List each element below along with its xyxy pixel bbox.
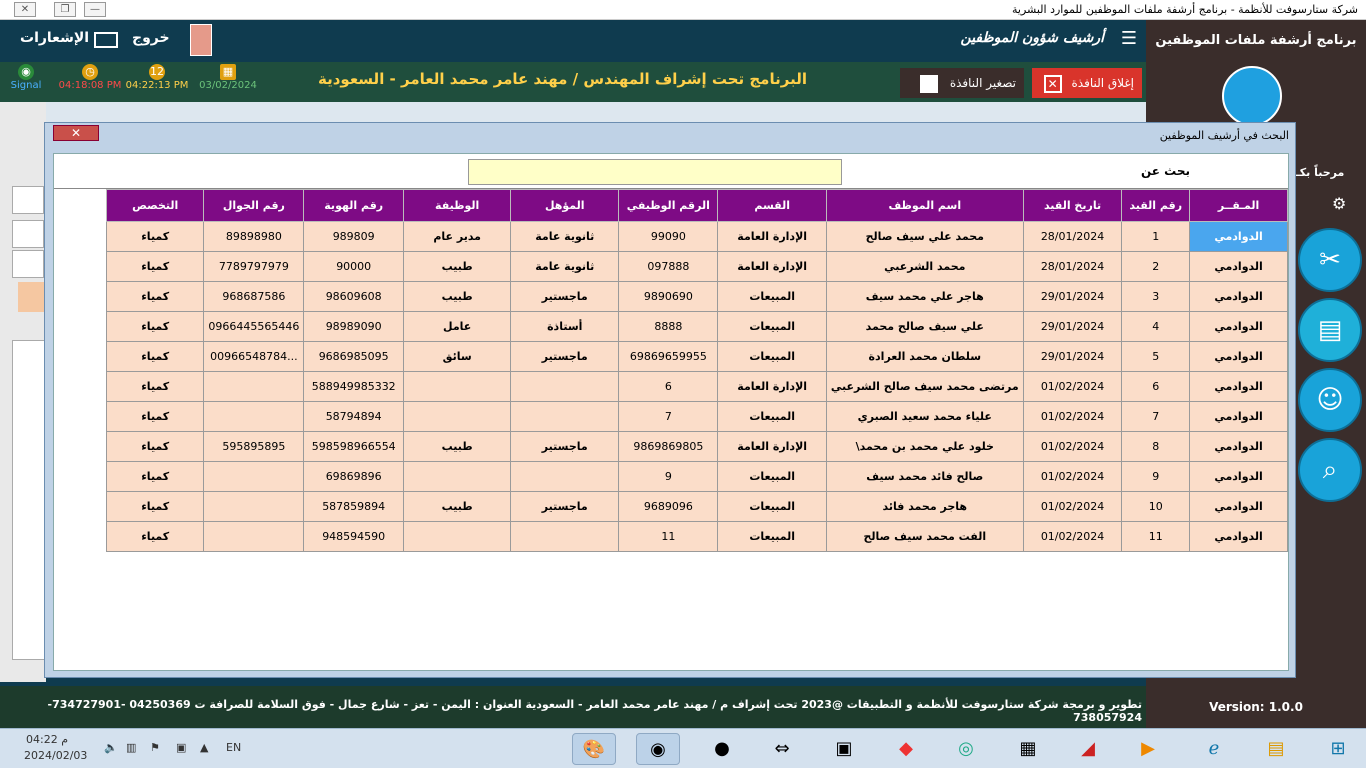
- table-cell[interactable]: 9869869805: [619, 432, 718, 462]
- door-exit-icon[interactable]: [190, 24, 212, 56]
- table-cell[interactable]: علياء محمد سعيد الصبري: [826, 402, 1023, 432]
- search-input[interactable]: [468, 159, 842, 185]
- palette-icon[interactable]: ▤: [1298, 298, 1362, 362]
- column-header[interactable]: رقم الهوية: [304, 190, 404, 222]
- table-cell[interactable]: ...00966548784: [204, 342, 304, 372]
- table-cell[interactable]: 097888: [619, 252, 718, 282]
- app-title: برنامج أرشفة ملفات الموظفين: [1146, 20, 1366, 62]
- table-cell[interactable]: 9890690: [619, 282, 718, 312]
- table-cell[interactable]: المبيعات: [718, 522, 826, 552]
- table-cell[interactable]: كمياء: [107, 342, 204, 372]
- table-row[interactable]: [107, 402, 1288, 432]
- table-cell[interactable]: 8888: [619, 312, 718, 342]
- column-header[interactable]: الوظيفة: [404, 190, 511, 222]
- table-cell[interactable]: ماجستير: [511, 342, 619, 372]
- presentation-icon[interactable]: ◢: [1081, 738, 1095, 759]
- app-header: [0, 20, 1366, 62]
- table-cell[interactable]: ماجستير: [511, 432, 619, 462]
- start-button-icon[interactable]: ⊞: [1330, 738, 1346, 759]
- table-cell[interactable]: 29/01/2024: [1023, 342, 1122, 372]
- table-cell[interactable]: 588949985332: [304, 372, 404, 402]
- table-cell[interactable]: هاجر محمد فائد: [826, 492, 1023, 522]
- calendar-icon: ▦: [220, 64, 236, 80]
- table-cell[interactable]: [204, 372, 304, 402]
- table-cell[interactable]: كمياء: [107, 372, 204, 402]
- table-cell[interactable]: 89898980: [204, 222, 304, 252]
- table-cell[interactable]: 29/01/2024: [1023, 312, 1122, 342]
- window-title-bar: [0, 0, 1366, 20]
- table-cell[interactable]: 6: [1122, 372, 1190, 402]
- table-cell[interactable]: هاجر علي محمد سيف: [826, 282, 1023, 312]
- table-cell[interactable]: كمياء: [107, 222, 204, 252]
- user-icon[interactable]: ☺: [1298, 368, 1362, 432]
- table-cell[interactable]: [511, 462, 619, 492]
- footer-text: تطوير و برمجة شركة ستارسوفت للأنظمة و التطبيقات @2023 تحت إشراف م / مهند عامر محمد العامر - السعودية العنوان : اليمن - تعز - شارع جمال - فوق السلامة للصرافة ت 04250369 -734727901- 738057924: [47, 698, 1142, 724]
- credit-text: البرنامج تحت إشراف المهندس / مهند عامر محمد العامر - السعودية: [318, 70, 807, 88]
- bg-dropdown: [12, 250, 44, 278]
- table-cell[interactable]: عامل: [404, 312, 511, 342]
- table-cell[interactable]: 7: [619, 402, 718, 432]
- table-cell[interactable]: [404, 402, 511, 432]
- column-header[interactable]: القسم: [718, 190, 826, 222]
- report-icon[interactable]: ⌕: [1298, 438, 1362, 502]
- table-row[interactable]: [107, 372, 1288, 402]
- table-cell[interactable]: [204, 462, 304, 492]
- minimize-label: تصغير النافذة: [949, 76, 1016, 90]
- table-cell[interactable]: أستاذة: [511, 312, 619, 342]
- table-cell[interactable]: ماجستير: [511, 282, 619, 312]
- table-cell[interactable]: الإدارة العامة: [718, 252, 826, 282]
- table-cell[interactable]: [404, 462, 511, 492]
- date-indicator: [196, 64, 260, 91]
- exit-link[interactable]: خروج: [132, 30, 170, 46]
- background-panel: [0, 102, 46, 682]
- table-cell[interactable]: محمد الشرعبي: [826, 252, 1023, 282]
- table-cell[interactable]: المبيعات: [718, 282, 826, 312]
- employees-table: [106, 189, 1288, 552]
- table-cell[interactable]: الدوادمي: [1190, 222, 1288, 252]
- results-grid: [54, 188, 1288, 668]
- table-cell[interactable]: كمياء: [107, 432, 204, 462]
- paint-app-icon[interactable]: 🎨: [572, 733, 616, 765]
- table-cell[interactable]: المبيعات: [718, 342, 826, 372]
- notifications-link[interactable]: الإشعارات: [20, 30, 90, 46]
- table-cell[interactable]: 01/02/2024: [1023, 372, 1122, 402]
- background-toolbar: [46, 102, 1146, 122]
- table-cell[interactable]: الدوادمي: [1190, 312, 1288, 342]
- table-row[interactable]: [107, 432, 1288, 462]
- table-cell[interactable]: صالح فائد محمد سيف: [826, 462, 1023, 492]
- table-cell[interactable]: كمياء: [107, 252, 204, 282]
- table-cell[interactable]: 10: [1122, 492, 1190, 522]
- table-cell[interactable]: محمد علي سيف صالح: [826, 222, 1023, 252]
- version-label: Version: 1.0.0: [1146, 686, 1366, 728]
- table-cell[interactable]: 968687586: [204, 282, 304, 312]
- explorer-icon[interactable]: ▤: [1267, 738, 1285, 759]
- column-header[interactable]: المـقــر: [1190, 190, 1288, 222]
- table-cell[interactable]: كمياء: [107, 522, 204, 552]
- table-cell[interactable]: سائق: [404, 342, 511, 372]
- taskbar: [0, 728, 1366, 768]
- search-dialog: [44, 122, 1296, 678]
- minimize-icon: [920, 75, 938, 93]
- table-cell[interactable]: 598598966554: [304, 432, 404, 462]
- table-cell[interactable]: الدوادمي: [1190, 342, 1288, 372]
- table-cell[interactable]: الدوادمي: [1190, 522, 1288, 552]
- table-cell[interactable]: 01/02/2024: [1023, 492, 1122, 522]
- table-cell[interactable]: المبيعات: [718, 492, 826, 522]
- table-row[interactable]: [107, 222, 1288, 252]
- close-window-label: إغلاق النافذة: [1071, 76, 1134, 90]
- table-cell[interactable]: طبيب: [404, 492, 511, 522]
- table-cell[interactable]: 90000: [304, 252, 404, 282]
- table-cell[interactable]: 11: [1122, 522, 1190, 552]
- time2-label: 04:22:13 PM: [125, 80, 189, 91]
- table-cell[interactable]: خلود علي محمد بن محمد\: [826, 432, 1023, 462]
- column-header[interactable]: تاريخ القيد: [1023, 190, 1122, 222]
- bg-field: [18, 282, 46, 312]
- table-cell[interactable]: 9689096: [619, 492, 718, 522]
- window-close-button[interactable]: ✕: [14, 2, 36, 17]
- table-cell[interactable]: 01/02/2024: [1023, 462, 1122, 492]
- archive-title: أرشيف شؤون الموظفين: [960, 30, 1104, 46]
- table-cell[interactable]: كمياء: [107, 492, 204, 522]
- time1-indicator: [50, 64, 130, 91]
- table-cell[interactable]: الدوادمي: [1190, 492, 1288, 522]
- taskbar-time: 04:22 م: [26, 733, 69, 746]
- table-cell[interactable]: 3: [1122, 282, 1190, 312]
- table-cell[interactable]: 29/01/2024: [1023, 282, 1122, 312]
- table-cell[interactable]: ثانوية عامة: [511, 252, 619, 282]
- close-icon: ✕: [1044, 75, 1062, 93]
- media-player-icon[interactable]: ▶: [1141, 738, 1155, 759]
- table-cell[interactable]: الدوادمي: [1190, 402, 1288, 432]
- table-cell[interactable]: سلطان محمد العرادة: [826, 342, 1023, 372]
- table-cell[interactable]: الإدارة العامة: [718, 222, 826, 252]
- table-cell[interactable]: 98989090: [304, 312, 404, 342]
- taskbar-date: 2024/02/03: [24, 749, 88, 762]
- table-cell[interactable]: المبيعات: [718, 312, 826, 342]
- table-cell[interactable]: طبيب: [404, 282, 511, 312]
- minimize-window-button[interactable]: [900, 68, 1024, 98]
- table-cell[interactable]: [511, 372, 619, 402]
- table-cell[interactable]: [404, 372, 511, 402]
- date-label: 03/02/2024: [199, 80, 257, 91]
- table-cell[interactable]: 595895895: [204, 432, 304, 462]
- table-body: [107, 222, 1288, 552]
- table-cell[interactable]: 11: [619, 522, 718, 552]
- table-cell[interactable]: 5: [1122, 342, 1190, 372]
- column-header[interactable]: التخصص: [107, 190, 204, 222]
- table-cell[interactable]: [204, 522, 304, 552]
- timer-icon: 12: [150, 65, 164, 78]
- time1-label: 04:18:08 PM: [58, 80, 122, 91]
- app-footer: [0, 686, 1366, 728]
- tray-expand-icon[interactable]: ▲: [200, 741, 209, 754]
- table-cell[interactable]: 8: [1122, 432, 1190, 462]
- column-header[interactable]: الرقم الوظيفي: [619, 190, 718, 222]
- table-cell[interactable]: كمياء: [107, 312, 204, 342]
- camera-app-icon[interactable]: ▣: [835, 738, 853, 759]
- table-cell[interactable]: الفت محمد سيف صالح: [826, 522, 1023, 552]
- table-cell[interactable]: 28/01/2024: [1023, 222, 1122, 252]
- settings-icon[interactable]: ⚙: [1332, 194, 1347, 213]
- avatar: [1222, 66, 1282, 126]
- bg-dropdown: [12, 220, 44, 248]
- column-header[interactable]: اسم الموظف: [826, 190, 1023, 222]
- power-icon[interactable]: ▣: [176, 741, 187, 754]
- window-restore-button[interactable]: ❐: [54, 2, 76, 17]
- tools-icon[interactable]: ✂: [1298, 228, 1362, 292]
- table-cell[interactable]: 0966445565446: [204, 312, 304, 342]
- table-cell[interactable]: الدوادمي: [1190, 252, 1288, 282]
- table-row[interactable]: [107, 522, 1288, 552]
- table-cell[interactable]: 01/02/2024: [1023, 402, 1122, 432]
- table-cell[interactable]: [204, 402, 304, 432]
- column-header[interactable]: رقم الجوال: [204, 190, 304, 222]
- flag-icon[interactable]: ⚑: [150, 741, 160, 754]
- table-cell[interactable]: الإدارة العامة: [718, 432, 826, 462]
- window-title: شركة ستارسوفت للأنظمة - برنامج أرشفة ملفات الموظفين للموارد البشرية: [1012, 3, 1358, 16]
- dialog-caption: البحث في أرشيف الموظفين: [1159, 129, 1289, 142]
- clock-icon: ◷: [82, 64, 98, 80]
- table-cell[interactable]: 7: [1122, 402, 1190, 432]
- app-green-icon[interactable]: ●: [714, 738, 730, 759]
- table-row[interactable]: [107, 462, 1288, 492]
- column-header[interactable]: رقم القيد: [1122, 190, 1190, 222]
- app-icon[interactable]: ◉: [636, 733, 680, 765]
- table-cell[interactable]: كمياء: [107, 462, 204, 492]
- table-cell[interactable]: 1: [1122, 222, 1190, 252]
- window-minimize-button[interactable]: —: [84, 2, 106, 17]
- table-row[interactable]: [107, 492, 1288, 522]
- table-cell[interactable]: مرتضى محمد سيف صالح الشرعبي: [826, 372, 1023, 402]
- close-window-button[interactable]: [1032, 68, 1142, 98]
- table-cell[interactable]: الدوادمي: [1190, 372, 1288, 402]
- bg-list: [12, 340, 46, 660]
- table-cell[interactable]: 28/01/2024: [1023, 252, 1122, 282]
- anydesk-icon[interactable]: ◆: [899, 738, 913, 759]
- ie-icon[interactable]: ℯ: [1208, 738, 1220, 759]
- table-cell[interactable]: علي سيف صالح محمد: [826, 312, 1023, 342]
- signal-icon: ◉: [18, 64, 34, 80]
- lang-indicator[interactable]: EN: [226, 741, 242, 754]
- table-cell[interactable]: 9686985095: [304, 342, 404, 372]
- table-cell[interactable]: 7789797979: [204, 252, 304, 282]
- volume-icon[interactable]: 🔈: [104, 741, 118, 754]
- table-cell[interactable]: 9: [619, 462, 718, 492]
- table-cell[interactable]: [404, 522, 511, 552]
- table-cell[interactable]: 2: [1122, 252, 1190, 282]
- column-header[interactable]: المؤهل: [511, 190, 619, 222]
- table-cell[interactable]: 58794894: [304, 402, 404, 432]
- table-cell[interactable]: 9: [1122, 462, 1190, 492]
- dialog-body: [53, 153, 1289, 671]
- table-cell[interactable]: 01/02/2024: [1023, 432, 1122, 462]
- dialog-close-button[interactable]: ✕: [53, 125, 99, 141]
- network-app-icon[interactable]: ▦: [1019, 738, 1037, 759]
- info-bar: [0, 62, 1146, 102]
- envelope-icon[interactable]: [94, 32, 118, 48]
- table-cell[interactable]: 98609608: [304, 282, 404, 312]
- table-cell[interactable]: الدوادمي: [1190, 432, 1288, 462]
- chrome-icon[interactable]: ◎: [958, 738, 974, 759]
- table-cell[interactable]: الدوادمي: [1190, 282, 1288, 312]
- table-cell[interactable]: 69869896: [304, 462, 404, 492]
- table-cell[interactable]: 6: [619, 372, 718, 402]
- table-cell[interactable]: 4: [1122, 312, 1190, 342]
- table-cell[interactable]: [511, 402, 619, 432]
- table-cell[interactable]: ماجستير: [511, 492, 619, 522]
- welcome-text: مرحباً بكـ: [1296, 166, 1345, 179]
- table-cell[interactable]: 989809: [304, 222, 404, 252]
- table-cell[interactable]: الإدارة العامة: [718, 372, 826, 402]
- bg-dropdown: [12, 186, 44, 214]
- signal-indicator: [0, 64, 56, 91]
- table-cell[interactable]: [204, 492, 304, 522]
- table-cell[interactable]: 99090: [619, 222, 718, 252]
- time2-indicator: [122, 64, 192, 91]
- table-cell[interactable]: ثانوية عامة: [511, 222, 619, 252]
- table-cell[interactable]: 69869659955: [619, 342, 718, 372]
- table-cell[interactable]: 01/02/2024: [1023, 522, 1122, 552]
- search-label: بحث عن: [1140, 164, 1190, 178]
- table-cell[interactable]: المبيعات: [718, 402, 826, 432]
- table-cell[interactable]: طبيب: [404, 432, 511, 462]
- table-cell[interactable]: كمياء: [107, 402, 204, 432]
- table-cell[interactable]: [511, 522, 619, 552]
- table-row[interactable]: [107, 342, 1288, 372]
- table-cell[interactable]: طبيب: [404, 252, 511, 282]
- teamviewer-icon[interactable]: ⇔: [774, 738, 790, 759]
- signal-label: Signal: [10, 80, 42, 91]
- table-row[interactable]: [107, 312, 1288, 342]
- table-cell[interactable]: كمياء: [107, 282, 204, 312]
- table-row[interactable]: [107, 282, 1288, 312]
- table-cell[interactable]: المبيعات: [718, 462, 826, 492]
- table-cell[interactable]: 948594590: [304, 522, 404, 552]
- network-icon[interactable]: ▥: [126, 741, 137, 754]
- table-cell[interactable]: الدوادمي: [1190, 462, 1288, 492]
- table-cell[interactable]: 587859894: [304, 492, 404, 522]
- table-row[interactable]: [107, 252, 1288, 282]
- table-header-row: [107, 190, 1288, 222]
- menu-icon[interactable]: ☰: [1120, 28, 1138, 49]
- table-cell[interactable]: مدير عام: [404, 222, 511, 252]
